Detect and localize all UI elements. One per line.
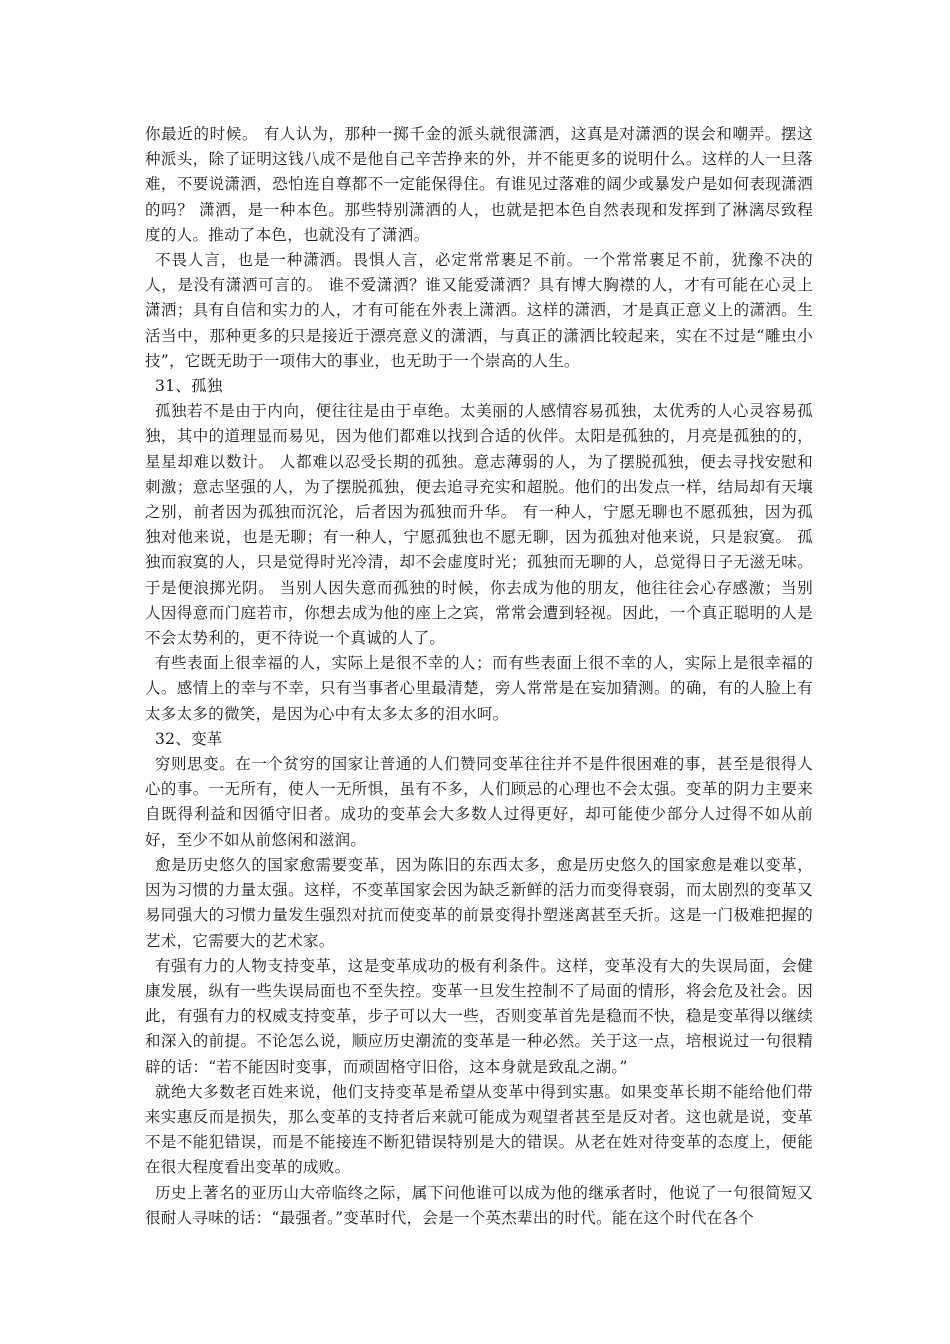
paragraph: 孤独若不是由于内向，便往往是由于卓绝。太美丽的人感情容易孤独，太优秀的人心灵容易孤独，其中的道理显而易见，因为他们都难以找到合适的伙伴。太阳是孤独的，月亮是孤独的的，星星却难以数计。 人都难以忍受长期的孤独。意志薄弱的人，为了摆脱孤独，便去寻找安慰和刺激；意志坚强的人，为了摆脱孤独，便去追寻充实和超脱。他们的出发点一样，结局却有天壤之别，前者因为孤独而沉沦，后者因为孤独而升华。 有一种人，宁愿无聊也不愿孤独，因为孤独对他来说，也是无聊；有一种人，宁愿孤独也不愿无聊，因为孤独对他来说，只是寂寞。 孤独而寂寞的人，只是觉得时光冷清，却不会虚度时光；孤独而无聊的人，总觉得日子无滋无味。于是便浪掷光阴。 当别人因失意而孤独的时候，你去成为他的朋友，他往往会心存感激；当别人因得意而门庭若市，你想去成为他的座上之宾，常常会遭到轻视。因此，一个真正聪明的人是不会太势利的，更不待说一个真诚的人了。	[145, 402, 813, 648]
paragraph: 就绝大多数老百姓来说，他们支持变革是希望从变革中得到实惠。如果变革长期不能给他们带来实惠反而是损失，那么变革的支持者后来就可能成为观望者甚至是反对者。这也就是说，变革不是不能犯错误，而是不能接连不断犯错误特别是大的错误。从老在姓对待变革的态度上，便能在很大程度看出变革的成败。	[145, 1082, 813, 1177]
paragraph: 你最近的时候。 有人认为，那种一掷千金的派头就很潇洒，这真是对潇洒的误会和嘲弄。摆这种派头，除了证明这钱八成不是他自己辛苦挣来的外，并不能更多的说明什么。这样的人一旦落难，不要说潇洒，恐怕连自尊都不一定能保得住。有谁见过落难的阔少或暴发户是如何表现潇洒的吗？ 潇洒，是一种本色。那些特别潇洒的人，也就是把本色自然表现和发挥到了淋漓尽致程度的人。推动了本色，也就没有了潇洒。	[145, 125, 813, 244]
paragraph: 历史上著名的亚历山大帝临终之际，属下问他谁可以成为他的继承者时，他说了一句很简短又很耐人寻味的话：“最强者。”变革时代，会是一个英杰辈出的时代。能在这个时代在各个	[145, 1183, 813, 1227]
section-heading: 32、变革	[155, 729, 223, 748]
paragraph: 愈是历史悠久的国家愈需要变革，因为陈旧的东西太多，愈是历史悠久的国家愈是难以变革，因为习惯的力量太强。这样，不变革国家会因为缺乏新鲜的活力而变得衰弱，而太剧烈的变革又易同强大的习惯力量发生强烈对抗而使变革的前景变得扑塑迷离甚至夭折。这是一门极难把握的艺术，它需要大的艺术家。	[145, 855, 813, 950]
section-heading: 31、孤独	[155, 377, 223, 396]
document-page	[145, 122, 813, 1231]
paragraph: 穷则思变。在一个贫穷的国家让普通的人们赞同变革往往并不是件很困难的事，甚至是很得人心的事。一无所有，使人一无所惧，虽有不多，人们顾忌的心理也不会太强。变革的阴力主要来自既得利益和因循守旧者。成功的变革会大多数人过得更好，却可能使少部分人过得不如从前好，至少不如从前悠闲和滋润。	[145, 755, 813, 849]
paragraph: 有些表面上很幸福的人，实际上是很不幸的人；而有些表面上很不幸的人，实际上是很幸福的人。感情上的幸与不幸，只有当事者心里最清楚，旁人常常是在妄加猜测。的确，有的人脸上有太多太多的微笑，是因为心中有太多太多的泪水呵。	[145, 654, 813, 723]
paragraph: 不畏人言，也是一种潇洒。畏惧人言，必定常常裹足不前。一个常常裹足不前，犹豫不决的人，是没有潇洒可言的。 谁不爱潇洒？谁又能爱潇洒？具有博大胸襟的人，才有可能在心灵上潇洒；具有自信和实力的人，才有可能在外表上潇洒。这样的潇洒，才是真正意义上的潇洒。生活当中，那种更多的只是接近于漂亮意义的潇洒，与真正的潇洒比较起来，实在不过是“雕虫小技”，它既无助于一项伟大的事业，也无助于一个崇高的人生。	[145, 251, 813, 370]
paragraph: 有强有力的人物支持变革，这是变革成功的极有利条件。这样，变革没有大的失误局面，会健康发展，纵有一些失误局面也不至失控。变革一旦发生控制不了局面的情形，将会危及社会。因此，有强有力的权威支持变革，步子可以大一些，否则变革首先是稳而不快，稳是变革得以继续和深入的前提。不论怎么说，顺应历史潮流的变革是一种必然。关于这一点，培根说过一句很精辟的话：“若不能因时变事，而顽固格守旧俗，这本身就是致乱之湖。”	[145, 956, 813, 1076]
